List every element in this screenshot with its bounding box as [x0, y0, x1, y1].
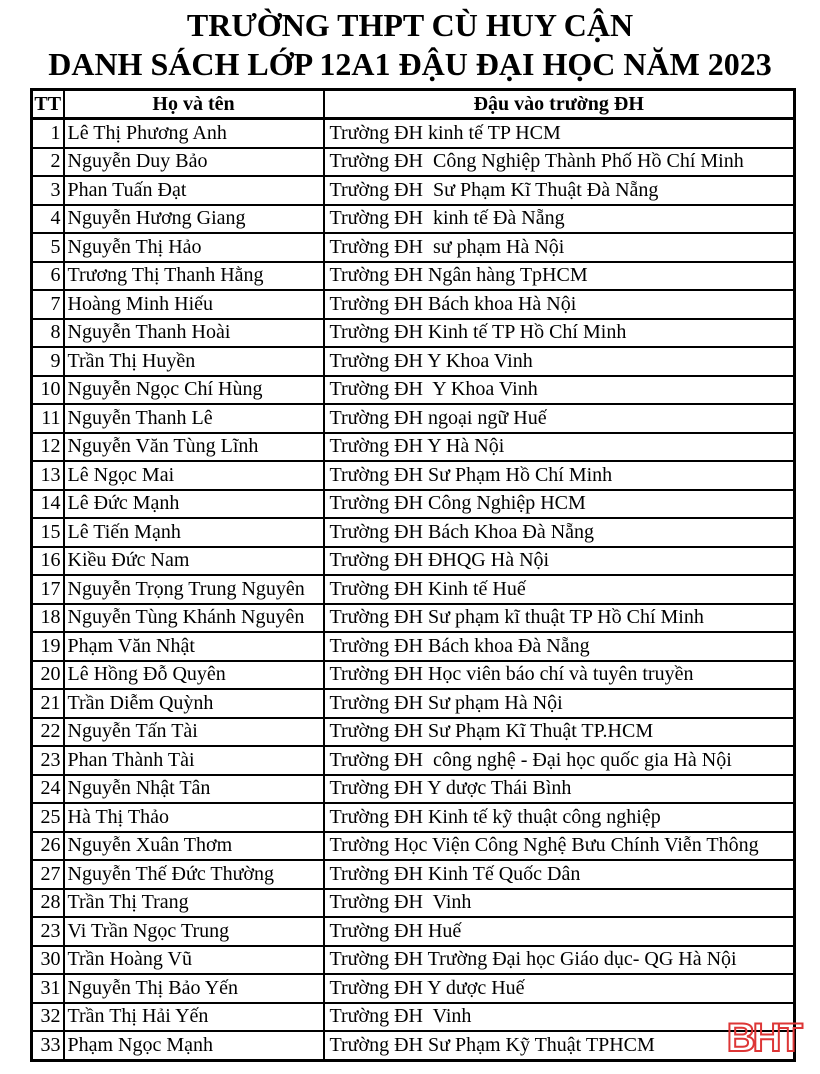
table-row — [32, 575, 795, 604]
university-name: Trường ĐH Vinh — [324, 1003, 795, 1032]
row-number: 2 — [32, 148, 64, 177]
student-name: Trần Diễm Quỳnh — [64, 689, 324, 718]
student-name: Trần Thị Trang — [64, 889, 324, 918]
table-row — [32, 946, 795, 975]
row-number: 14 — [32, 490, 64, 519]
table-row — [32, 974, 795, 1003]
row-number: 22 — [32, 718, 64, 747]
table-row — [32, 661, 795, 690]
row-number: 32 — [32, 1003, 64, 1032]
row-number: 9 — [32, 347, 64, 376]
table-row — [32, 1003, 795, 1032]
row-number: 31 — [32, 974, 64, 1003]
table-row — [32, 148, 795, 177]
table-row — [32, 233, 795, 262]
student-name: Phạm Văn Nhật — [64, 632, 324, 661]
row-number: 18 — [32, 604, 64, 633]
university-name: Trường ĐH Kinh tế Huế — [324, 575, 795, 604]
university-name: Trường ĐH Y Hà Nội — [324, 433, 795, 462]
university-name: Trường ĐH ngoại ngữ Huế — [324, 404, 795, 433]
student-name: Hoàng Minh Hiếu — [64, 290, 324, 319]
table-row — [32, 376, 795, 405]
university-name: Trường ĐH công nghệ - Đại học quốc gia Hà Nội — [324, 746, 795, 775]
row-number: 12 — [32, 433, 64, 462]
student-name: Nguyễn Duy Bảo — [64, 148, 324, 177]
student-name: Phạm Ngọc Mạnh — [64, 1031, 324, 1060]
student-name: Nguyễn Thanh Lê — [64, 404, 324, 433]
table-row — [32, 319, 795, 348]
row-number: 26 — [32, 832, 64, 861]
table-row — [32, 433, 795, 462]
student-name: Kiều Đức Nam — [64, 547, 324, 576]
table-row — [32, 404, 795, 433]
row-number: 3 — [32, 176, 64, 205]
student-name: Trần Thị Huyền — [64, 347, 324, 376]
row-number: 15 — [32, 518, 64, 547]
row-number: 30 — [32, 946, 64, 975]
university-name: Trường ĐH Kinh tế kỹ thuật công nghiệp — [324, 803, 795, 832]
university-name: Trường ĐH Bách khoa Đà Nẵng — [324, 632, 795, 661]
table-row — [32, 262, 795, 291]
row-number: 17 — [32, 575, 64, 604]
table-row — [32, 205, 795, 234]
student-name: Nguyễn Nhật Tân — [64, 775, 324, 804]
row-number: 27 — [32, 860, 64, 889]
university-name: Trường ĐH Kinh tế TP Hồ Chí Minh — [324, 319, 795, 348]
student-name: Lê Ngọc Mai — [64, 461, 324, 490]
student-name: Nguyễn Tấn Tài — [64, 718, 324, 747]
university-name: Trường ĐH Sư Phạm Kĩ Thuật Đà Nẵng — [324, 176, 795, 205]
university-name: Trường ĐH Y dược Thái Bình — [324, 775, 795, 804]
table-header-row — [32, 90, 795, 119]
student-name: Nguyễn Trọng Trung Nguyên — [64, 575, 324, 604]
table-row — [32, 775, 795, 804]
university-name: Trường ĐH Học viên báo chí và tuyên truyền — [324, 661, 795, 690]
student-name: Phan Tuấn Đạt — [64, 176, 324, 205]
bht-watermark: BHT — [726, 1016, 800, 1060]
university-name: Trường ĐH Trường Đại học Giáo dục- QG Hà Nội — [324, 946, 795, 975]
student-name: Nguyễn Văn Tùng Lĩnh — [64, 433, 324, 462]
student-name: Trần Thị Hải Yến — [64, 1003, 324, 1032]
university-name: Trường ĐH Vinh — [324, 889, 795, 918]
student-name: Lê Thị Phương Anh — [64, 119, 324, 148]
student-name: Lê Tiến Mạnh — [64, 518, 324, 547]
table-row — [32, 1031, 795, 1060]
student-name: Nguyễn Thanh Hoài — [64, 319, 324, 348]
student-name: Lê Hồng Đỗ Quyên — [64, 661, 324, 690]
university-name: Trường ĐH Sư Phạm Kĩ Thuật TP.HCM — [324, 718, 795, 747]
table-row — [32, 632, 795, 661]
table-row — [32, 119, 795, 148]
admission-table — [30, 88, 796, 1062]
row-number: 21 — [32, 689, 64, 718]
row-number: 20 — [32, 661, 64, 690]
table-row — [32, 832, 795, 861]
row-number: 10 — [32, 376, 64, 405]
student-name: Nguyễn Hương Giang — [64, 205, 324, 234]
row-number: 25 — [32, 803, 64, 832]
university-name: Trường ĐH kinh tế Đà Nẵng — [324, 205, 795, 234]
student-name: Hà Thị Thảo — [64, 803, 324, 832]
student-name: Vi Trần Ngọc Trung — [64, 917, 324, 946]
student-name: Phan Thành Tài — [64, 746, 324, 775]
row-number: 6 — [32, 262, 64, 291]
university-name: Trường ĐH sư phạm Hà Nội — [324, 233, 795, 262]
row-number: 11 — [32, 404, 64, 433]
university-name: Trường Học Viện Công Nghệ Bưu Chính Viễn Thông — [324, 832, 795, 861]
row-number: 1 — [32, 119, 64, 148]
university-name: Trường ĐH kinh tế TP HCM — [324, 119, 795, 148]
school-title: TRƯỜNG THPT CÙ HUY CẬN — [186, 7, 634, 43]
row-number: 8 — [32, 319, 64, 348]
table-row — [32, 490, 795, 519]
row-number: 23 — [32, 746, 64, 775]
table-row — [32, 689, 795, 718]
row-number: 4 — [32, 205, 64, 234]
student-name: Trương Thị Thanh Hằng — [64, 262, 324, 291]
university-name: Trường ĐH Y Khoa Vinh — [324, 376, 795, 405]
table-row — [32, 547, 795, 576]
university-name: Trường ĐH Sư Phạm Hồ Chí Minh — [324, 461, 795, 490]
university-name: Trường ĐH Bách Khoa Đà Nẵng — [324, 518, 795, 547]
university-name: Trường ĐH ĐHQG Hà Nội — [324, 547, 795, 576]
document-header — [0, 0, 820, 84]
university-name: Trường ĐH Công Nghiệp HCM — [324, 490, 795, 519]
university-name: Trường ĐH Ngân hàng TpHCM — [324, 262, 795, 291]
university-name: Trường ĐH Y Khoa Vinh — [324, 347, 795, 376]
table-row — [32, 889, 795, 918]
table-row — [32, 461, 795, 490]
student-name: Nguyễn Thị Hảo — [64, 233, 324, 262]
row-number: 16 — [32, 547, 64, 576]
student-name: Nguyễn Tùng Khánh Nguyên — [64, 604, 324, 633]
university-name: Trường ĐH Huế — [324, 917, 795, 946]
table-row — [32, 746, 795, 775]
table-row — [32, 718, 795, 747]
table-row — [32, 860, 795, 889]
row-number: 23 — [32, 917, 64, 946]
university-name: Trường ĐH Sư phạm kĩ thuật TP Hồ Chí Minh — [324, 604, 795, 633]
table-row — [32, 176, 795, 205]
university-name: Trường ĐH Công Nghiệp Thành Phố Hồ Chí Minh — [324, 148, 795, 177]
list-title: DANH SÁCH LỚP 12A1 ĐẬU ĐẠI HỌC NĂM 2023 — [48, 46, 772, 82]
student-name: Nguyễn Ngọc Chí Hùng — [64, 376, 324, 405]
university-name: Trường ĐH Bách khoa Hà Nội — [324, 290, 795, 319]
student-name: Nguyễn Xuân Thơm — [64, 832, 324, 861]
table-row — [32, 803, 795, 832]
university-name: Trường ĐH Sư phạm Hà Nội — [324, 689, 795, 718]
row-number: 33 — [32, 1031, 64, 1060]
university-name: Trường ĐH Sư Phạm Kỹ Thuật TPHCM — [324, 1031, 795, 1060]
table-row — [32, 518, 795, 547]
table-row — [32, 917, 795, 946]
row-number: 19 — [32, 632, 64, 661]
student-name: Lê Đức Mạnh — [64, 490, 324, 519]
university-name: Trường ĐH Y dược Huế — [324, 974, 795, 1003]
table-row — [32, 347, 795, 376]
column-header-name: Họ và tên — [64, 90, 324, 119]
table-row — [32, 604, 795, 633]
university-name: Trường ĐH Kinh Tế Quốc Dân — [324, 860, 795, 889]
column-header-university: Đậu vào trường ĐH — [324, 90, 795, 119]
column-header-tt: TT — [32, 90, 64, 119]
row-number: 24 — [32, 775, 64, 804]
student-name: Trần Hoàng Vũ — [64, 946, 324, 975]
row-number: 5 — [32, 233, 64, 262]
row-number: 28 — [32, 889, 64, 918]
table-row — [32, 290, 795, 319]
row-number: 7 — [32, 290, 64, 319]
student-name: Nguyễn Thế Đức Thường — [64, 860, 324, 889]
student-name: Nguyễn Thị Bảo Yến — [64, 974, 324, 1003]
row-number: 13 — [32, 461, 64, 490]
